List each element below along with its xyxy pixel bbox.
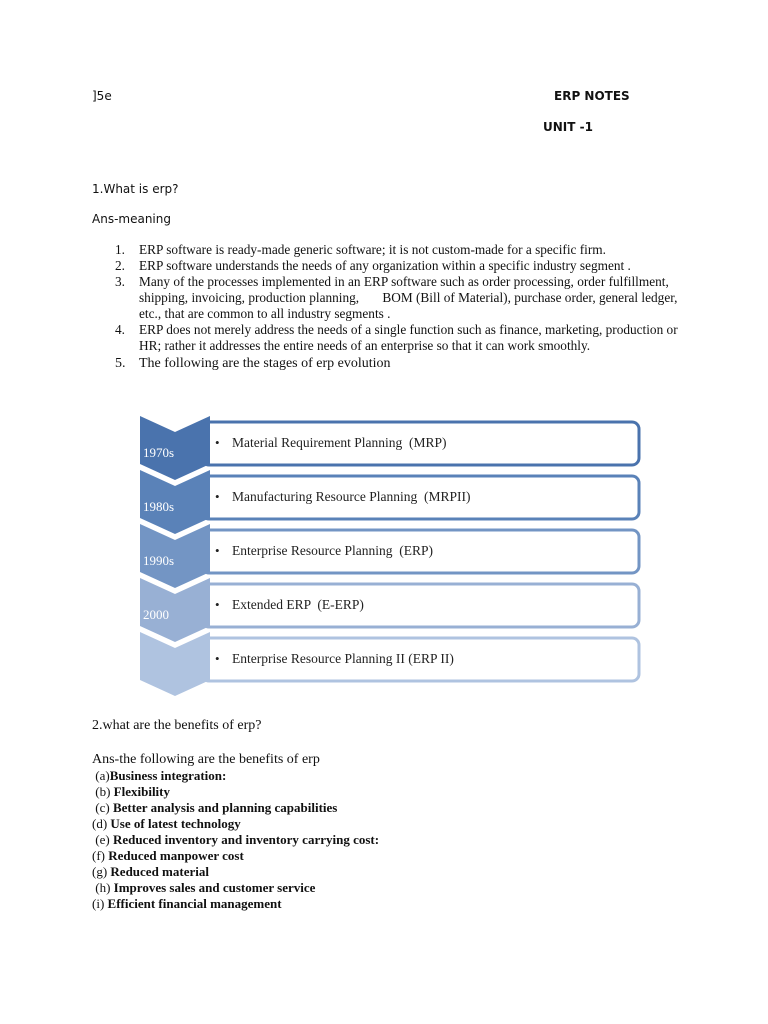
benefit-text: Flexibility: [113, 784, 171, 799]
benefit-prefix: (c): [92, 800, 113, 815]
benefit-prefix: (f): [92, 848, 109, 863]
benefit-prefix: (i): [92, 896, 108, 911]
bullet-icon: •: [215, 489, 220, 504]
bullet-icon: •: [215, 435, 220, 450]
answer-2-label: Ans-the following are the benefits of erp: [92, 752, 320, 767]
list-item: [92, 322, 692, 354]
list-text: ERP software is ready-made generic software; it is not custom-made for a specific firm.: [139, 242, 606, 257]
benefit-prefix: (g): [92, 864, 111, 879]
benefit-text: Business integration:: [109, 768, 227, 783]
list-text: Many of the processes implemented in an ERP software such as order processing, order fulfillment, shipping, invoicing, production planning, BOM (Bill of Material), purchase order, general ledger, etc., that are common to all industry segments .: [139, 274, 681, 321]
stage-year: 2000: [143, 607, 169, 622]
list-text: ERP does not merely address the needs of a single function such as finance, marketing, production or HR; rather it addresses the entire needs of an enterprise so that it can work smoothly.: [139, 322, 678, 353]
stage-label: Extended ERP (E-ERP): [232, 597, 364, 612]
question-1: 1.What is erp?: [92, 182, 179, 196]
list-item: [92, 274, 692, 322]
benefit-text: Efficient financial management: [107, 896, 282, 911]
benefit-prefix: (a): [92, 768, 110, 783]
erp-evolution-diagram: [140, 416, 645, 706]
benefit-text: Reduced inventory and inventory carrying cost:: [112, 832, 380, 847]
list-item: [92, 864, 379, 880]
stage-label: Material Requirement Planning (MRP): [232, 435, 447, 450]
list-number: 3.: [115, 274, 125, 289]
list-number: 2.: [115, 258, 125, 273]
list-number: 5.: [115, 356, 126, 371]
list-number: 1.: [115, 242, 125, 257]
list-item: [92, 848, 379, 864]
list-item: [92, 356, 692, 372]
list-item: [92, 258, 692, 274]
unit-heading: UNIT -1: [543, 120, 593, 134]
question-2: 2.what are the benefits of erp?: [92, 718, 262, 733]
answer-1-label: Ans-meaning: [92, 212, 171, 226]
stage-label: Enterprise Resource Planning II (ERP II): [232, 651, 454, 666]
benefit-prefix: (e): [92, 832, 113, 847]
benefit-prefix: (b): [92, 784, 114, 799]
list-item: [92, 768, 379, 784]
bullet-icon: •: [215, 597, 220, 612]
benefit-text: Improves sales and customer service: [113, 880, 316, 895]
erp-meaning-list: [92, 242, 692, 372]
list-number: 4.: [115, 322, 125, 337]
bullet-icon: •: [215, 543, 220, 558]
bullet-icon: •: [215, 651, 220, 666]
benefit-prefix: (d): [92, 816, 111, 831]
stage-label: Manufacturing Resource Planning (MRPII): [232, 489, 471, 504]
stage-year: 1990s: [143, 553, 175, 568]
list-text: The following are the stages of erp evolution: [139, 356, 391, 371]
benefit-text: Reduced manpower cost: [108, 848, 244, 863]
list-item: [92, 896, 379, 912]
page-corner-mark: ]5e: [92, 89, 112, 103]
stage-year: 1970s: [143, 445, 175, 460]
list-item: [92, 784, 379, 800]
list-item: [92, 242, 692, 258]
list-item: [92, 880, 379, 896]
list-item: [92, 832, 379, 848]
benefit-text: Reduced material: [110, 864, 209, 879]
stage-label: Enterprise Resource Planning (ERP): [232, 543, 433, 558]
stage-year: 1980s: [143, 499, 175, 514]
list-item: [92, 816, 379, 832]
document-title: ERP NOTES: [554, 89, 630, 103]
list-text: ERP software understands the needs of any organization within a specific industry segment .: [139, 258, 631, 273]
benefit-text: Better analysis and planning capabilities: [112, 800, 338, 815]
benefits-list: [92, 768, 379, 912]
benefit-prefix: (h): [92, 880, 114, 895]
list-item: [92, 800, 379, 816]
benefit-text: Use of latest technology: [110, 816, 241, 831]
